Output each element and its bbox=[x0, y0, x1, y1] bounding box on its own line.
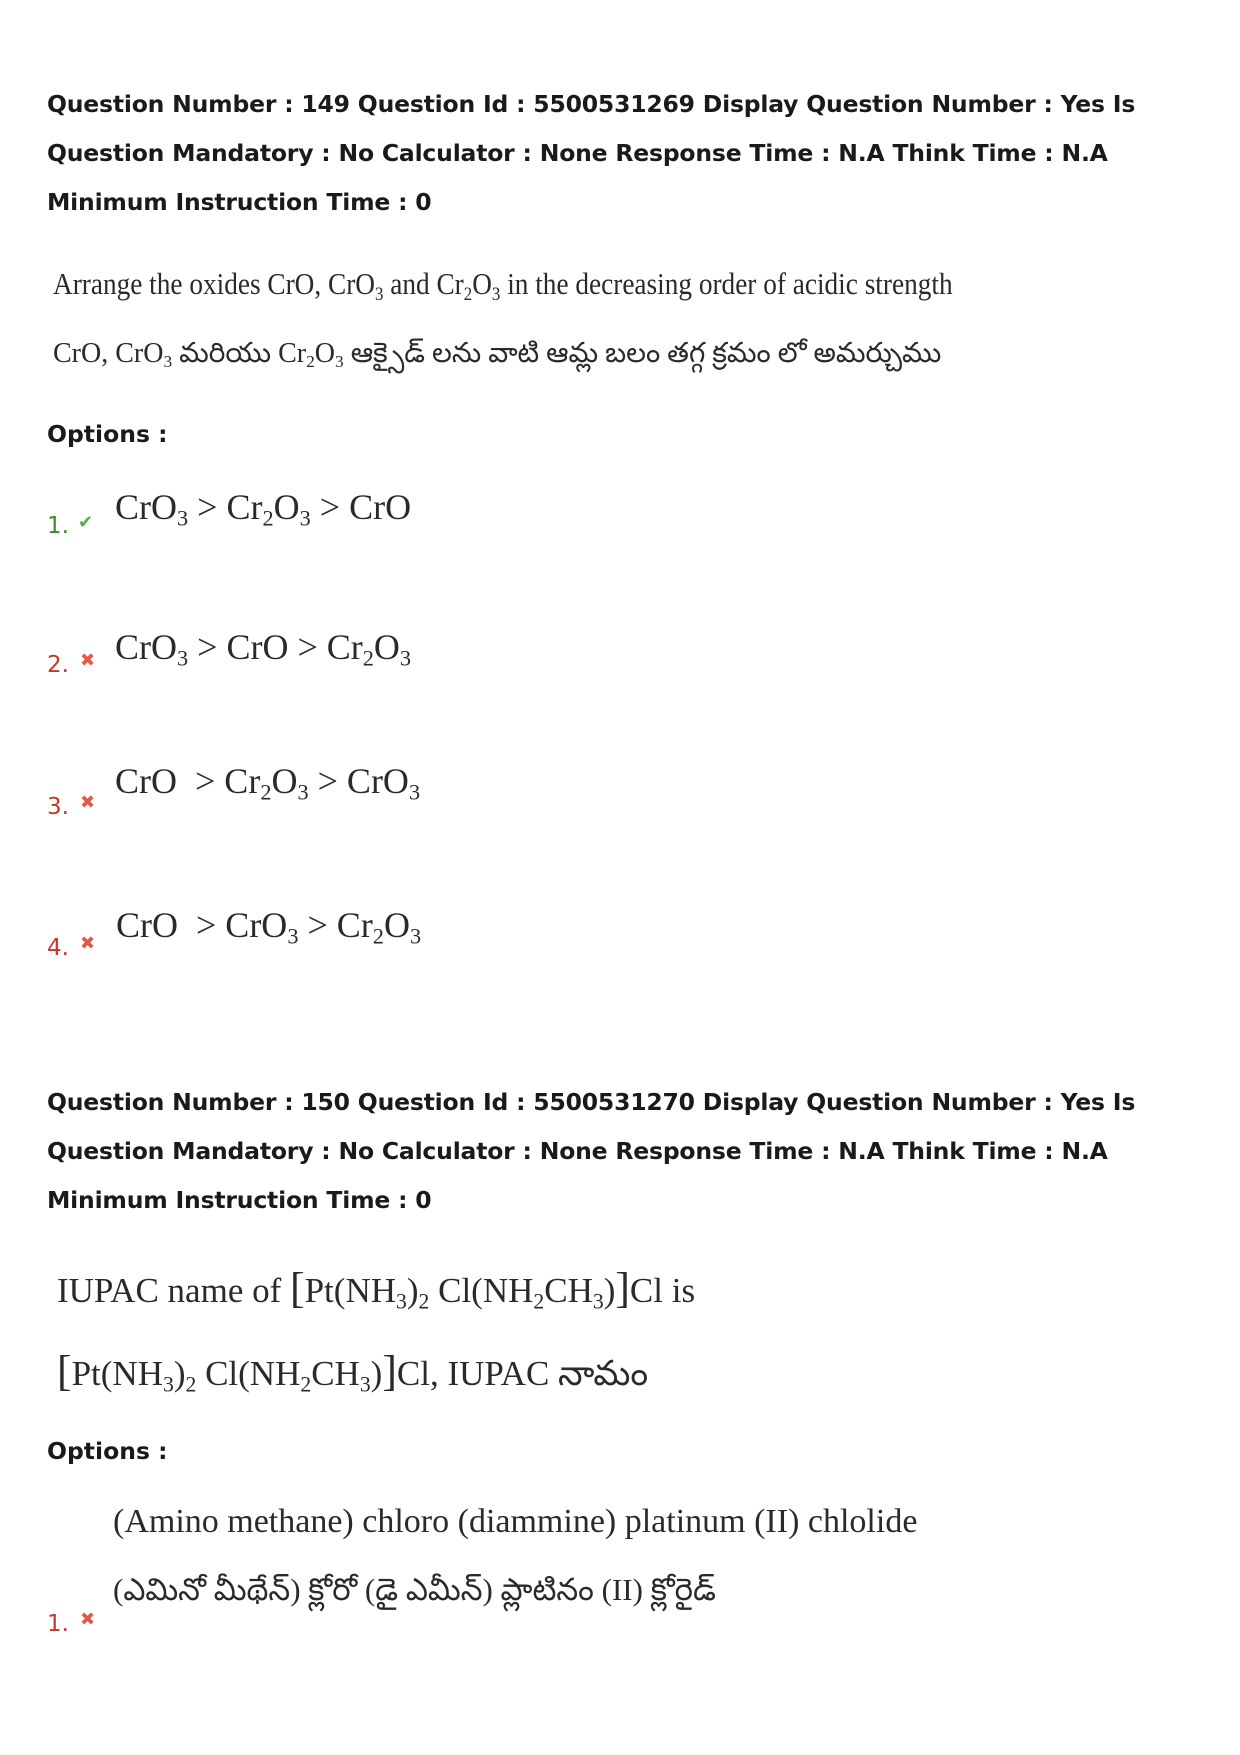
formula-part: O bbox=[273, 487, 300, 527]
bracket-close: ] bbox=[382, 1347, 397, 1395]
formula-sub: 3 bbox=[408, 779, 421, 805]
formula-part: ) bbox=[603, 1271, 616, 1310]
q149-te-part: O bbox=[314, 338, 335, 369]
formula-sub: 3 bbox=[359, 1372, 371, 1397]
formula-sub: 3 bbox=[299, 505, 311, 531]
formula-sub: 2 bbox=[300, 1372, 312, 1397]
formula-sub: 2 bbox=[418, 1289, 430, 1314]
formula-sub: 3 bbox=[162, 1372, 174, 1397]
cross-icon: ✖ bbox=[80, 650, 96, 670]
q149-en-sub: 3 bbox=[374, 283, 384, 305]
question-150-text-english bbox=[57, 1263, 695, 1313]
formula-sub: 3 bbox=[297, 779, 309, 805]
option-1-number: 1. bbox=[47, 513, 69, 539]
q149-te-sub: 3 bbox=[163, 352, 173, 372]
question-150-options-label: Options : bbox=[47, 1437, 168, 1465]
question-150-text-telugu bbox=[57, 1346, 648, 1402]
formula-part: O bbox=[383, 905, 410, 945]
formula-sub: 3 bbox=[409, 923, 422, 949]
q149-te-part: CrO, CrO bbox=[53, 338, 164, 369]
q149-te-part: ఆక్సైడ్ లను వాటి ఆమ్ల బలం తగ్గ క్రమం లో అమర్చుము bbox=[343, 338, 942, 369]
q149-te-sub: 3 bbox=[335, 352, 344, 372]
formula-sub: 2 bbox=[372, 923, 384, 949]
formula-sub: 2 bbox=[262, 505, 274, 531]
bracket-close: ] bbox=[615, 1264, 630, 1312]
formula-sub: 2 bbox=[260, 779, 272, 805]
formula-part: ) bbox=[406, 1271, 419, 1310]
formula-part: > Cr bbox=[298, 905, 373, 945]
formula-sub: 3 bbox=[177, 645, 189, 671]
option-3-formula[interactable] bbox=[115, 760, 421, 805]
formula-part: Pt(NH bbox=[71, 1354, 163, 1393]
question-149-text-telugu bbox=[53, 338, 941, 376]
bracket-open: [ bbox=[290, 1264, 305, 1312]
q149-en-part: and Cr bbox=[383, 266, 464, 301]
formula-part: CH bbox=[311, 1354, 360, 1393]
formula-sub: 2 bbox=[185, 1372, 197, 1397]
q149-en-part: in the decreasing order of acidic strength bbox=[500, 266, 953, 301]
cross-icon: ✖ bbox=[80, 933, 96, 953]
formula-part: CrO > CrO bbox=[116, 905, 288, 945]
formula-part: Cl(NH bbox=[429, 1271, 534, 1310]
option-4-number: 4. bbox=[47, 935, 69, 961]
q149-en-sub: 2 bbox=[463, 283, 473, 305]
formula-part: O bbox=[373, 627, 400, 667]
cross-icon: ✖ bbox=[80, 1609, 96, 1629]
formula-sub: 3 bbox=[592, 1289, 604, 1314]
formula-part: > CrO bbox=[310, 487, 412, 527]
question-149-text-english bbox=[53, 266, 953, 305]
formula-part: CrO bbox=[115, 487, 177, 527]
cross-icon: ✖ bbox=[80, 792, 96, 812]
formula-part: > CrO > Cr bbox=[188, 627, 363, 667]
bracket-open: [ bbox=[57, 1347, 72, 1395]
q149-en-part: Arrange the oxides CrO, CrO bbox=[53, 266, 375, 301]
q150-en-prefix: IUPAC name of bbox=[57, 1271, 291, 1310]
q149-te-sub: 2 bbox=[306, 352, 315, 372]
q150-te-suffix: , IUPAC నామం bbox=[429, 1354, 649, 1393]
q150-option-1-number: 1. bbox=[47, 1611, 69, 1637]
formula-part: Cl bbox=[396, 1354, 430, 1393]
q150-option-1-telugu[interactable]: (ఎమినో మీథేన్) క్లోరో (డై ఎమీన్) ప్లాటినం (II) క్లోరైడ్ bbox=[113, 1572, 716, 1607]
checkmark-icon: ✔ bbox=[78, 512, 94, 532]
formula-part: > Cr bbox=[188, 487, 263, 527]
option-2-formula[interactable] bbox=[115, 626, 412, 671]
formula-part: CH bbox=[544, 1271, 593, 1310]
formula-part: ) bbox=[370, 1354, 383, 1393]
formula-part: > CrO bbox=[308, 761, 409, 801]
formula-part: ) bbox=[173, 1354, 186, 1393]
q150-en-suffix: is bbox=[663, 1271, 696, 1310]
option-2-number: 2. bbox=[47, 652, 69, 678]
formula-sub: 3 bbox=[399, 645, 412, 671]
option-1-formula[interactable] bbox=[115, 486, 412, 531]
option-3-number: 3. bbox=[47, 794, 69, 820]
formula-sub: 2 bbox=[362, 645, 374, 671]
formula-part: CrO bbox=[115, 627, 177, 667]
q150-option-1-english[interactable]: (Amino methane) chloro (diammine) platinum (II) chlolide bbox=[113, 1503, 918, 1540]
option-4-formula[interactable] bbox=[116, 904, 422, 949]
formula-sub: 3 bbox=[396, 1289, 407, 1314]
q149-te-part: మరియు Cr bbox=[172, 338, 307, 369]
formula-part: Cl bbox=[629, 1271, 663, 1310]
formula-sub: 2 bbox=[533, 1289, 545, 1314]
formula-part: O bbox=[271, 761, 298, 801]
formula-sub: 3 bbox=[287, 923, 299, 949]
formula-part: Cl(NH bbox=[196, 1354, 301, 1393]
question-149-meta: Question Number : 149 Question Id : 5500531269 Display Question Number : Yes Is Question Mandatory : No Calculator : None Response Time : N.A Think Time : N.A Minimum Instruction Time : 0 bbox=[47, 90, 1136, 216]
question-150-meta: Question Number : 150 Question Id : 5500531270 Display Question Number : Yes Is Question Mandatory : No Calculator : None Response Time : N.A Think Time : N.A Minimum Instruction Time : 0 bbox=[47, 1088, 1136, 1214]
question-149-options-label: Options : bbox=[47, 420, 168, 448]
formula-part: CrO > Cr bbox=[115, 761, 261, 801]
formula-sub: 3 bbox=[177, 505, 189, 531]
q149-en-part: O bbox=[472, 266, 492, 301]
formula-part: Pt(NH bbox=[304, 1271, 396, 1310]
q149-en-sub: 3 bbox=[491, 283, 501, 305]
